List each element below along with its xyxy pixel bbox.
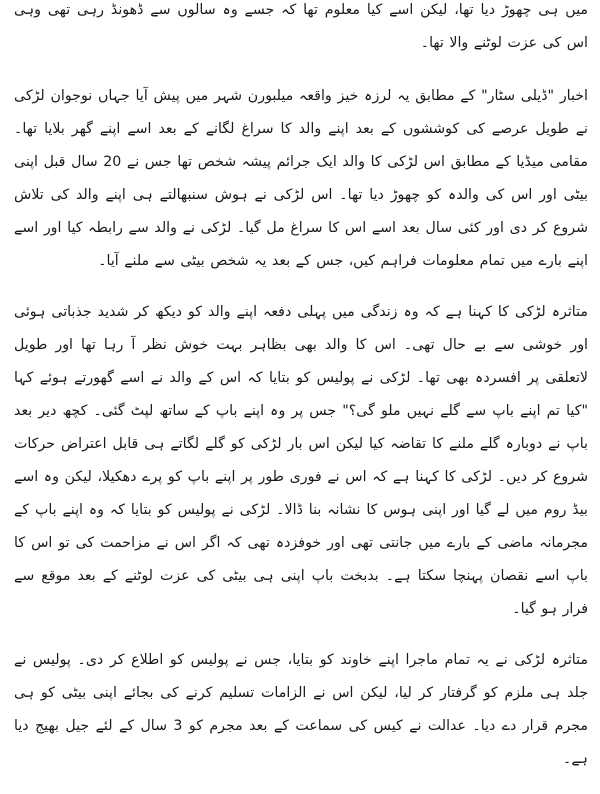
article-paragraph: متاثرہ لڑکی کا کہنا ہے کہ وہ زندگی میں پہلی دفعہ اپنے والد کو دیکھ کر شدید جذباتی ہوئی اور خوشی سے بے حال تھی۔ اس کا والد بھی بظاہر بہت خوش نظر آ رہا تھا اور طویل لاتعلقی پر افسردہ بھی تھا۔ لڑکی نے پولیس کو بتایا کہ اس کے والد نے اسے گھورتے ہوئے کہا "کیا تم اپنے باپ سے گلے نہیں ملو گی؟" جس پر وہ اپنے باپ کے ساتھ لپٹ گئی۔ کچھ دیر بعد باپ نے دوبارہ گلے ملنے کا تقاضہ کیا لیکن اس بار لڑکی کو گلے لگاتے ہی قابل اعتراض حرکات شروع کر دیں۔ لڑکی کا کہنا ہے کہ اس نے فوری طور پر اپنے باپ کو پرے دھکیلا، لیکن وہ اسے بیڈ روم میں لے گیا اور اپنی ہوس کا نشانہ بنا ڈالا۔ لڑکی نے پولیس کو بتایا کہ وہ اپنے باپ کے مجرمانہ ماضی کے بارے میں جانتی تھی اور خوفزدہ تھی کہ اگر اس نے مزاحمت کی تو اس کا باپ اسے نقصان پہنچا سکتا ہے۔ بدبخت باپ اپنی ہی بیٹی کی عزت لوٹنے کے بعد موقع سے فرار ہو گیا۔	[14, 304, 588, 617]
article-body	[14, 0, 588, 794]
article-paragraph: متاثرہ لڑکی نے یہ تمام ماجرا اپنے خاوند کو بتایا، جس نے پولیس کو اطلاع کر دی۔ پولیس نے جلد ہی ملزم کو گرفتار کر لیا، لیکن اس نے الزامات تسلیم کرنے کی بجائے اپنی بیٹی کو ہی مجرم قرار دے دیا۔ عدالت نے کیس کی سماعت کے بعد مجرم کو 3 سال کے لئے جیل بھیج دیا ہے۔	[14, 652, 588, 767]
article-paragraph: میں ہی چھوڑ دیا تھا، لیکن اسے کیا معلوم تھا کہ جسے وہ سالوں سے ڈھونڈ رہی تھی وہی اس کی عزت لوٹنے والا تھا۔	[14, 2, 588, 51]
article-paragraph: اخبار "ڈیلی سٹار" کے مطابق یہ لرزہ خیز واقعہ میلبورن شہر میں پیش آیا جہاں نوجوان لڑکی نے طویل عرصے کی کوششوں کے بعد اپنے والد کا سراغ لگانے کے بعد اسے اپنے گھر بلایا تھا۔ مقامی میڈیا کے مطابق اس لڑکی کا والد ایک جرائم پیشہ شخص تھا جس نے 20 سال قبل اپنی بیٹی اور اس کی والدہ کو چھوڑ دیا تھا۔ اس لڑکی نے ہوش سنبھالتے ہی اپنے والد کی تلاش شروع کر دی اور کئی سال بعد اسے اس کا سراغ مل گیا۔ لڑکی نے والد سے رابطہ کیا اور اسے اپنے بارے میں تمام معلومات فراہم کیں، جس کے بعد یہ شخص بیٹی سے ملنے آیا۔	[14, 88, 588, 269]
